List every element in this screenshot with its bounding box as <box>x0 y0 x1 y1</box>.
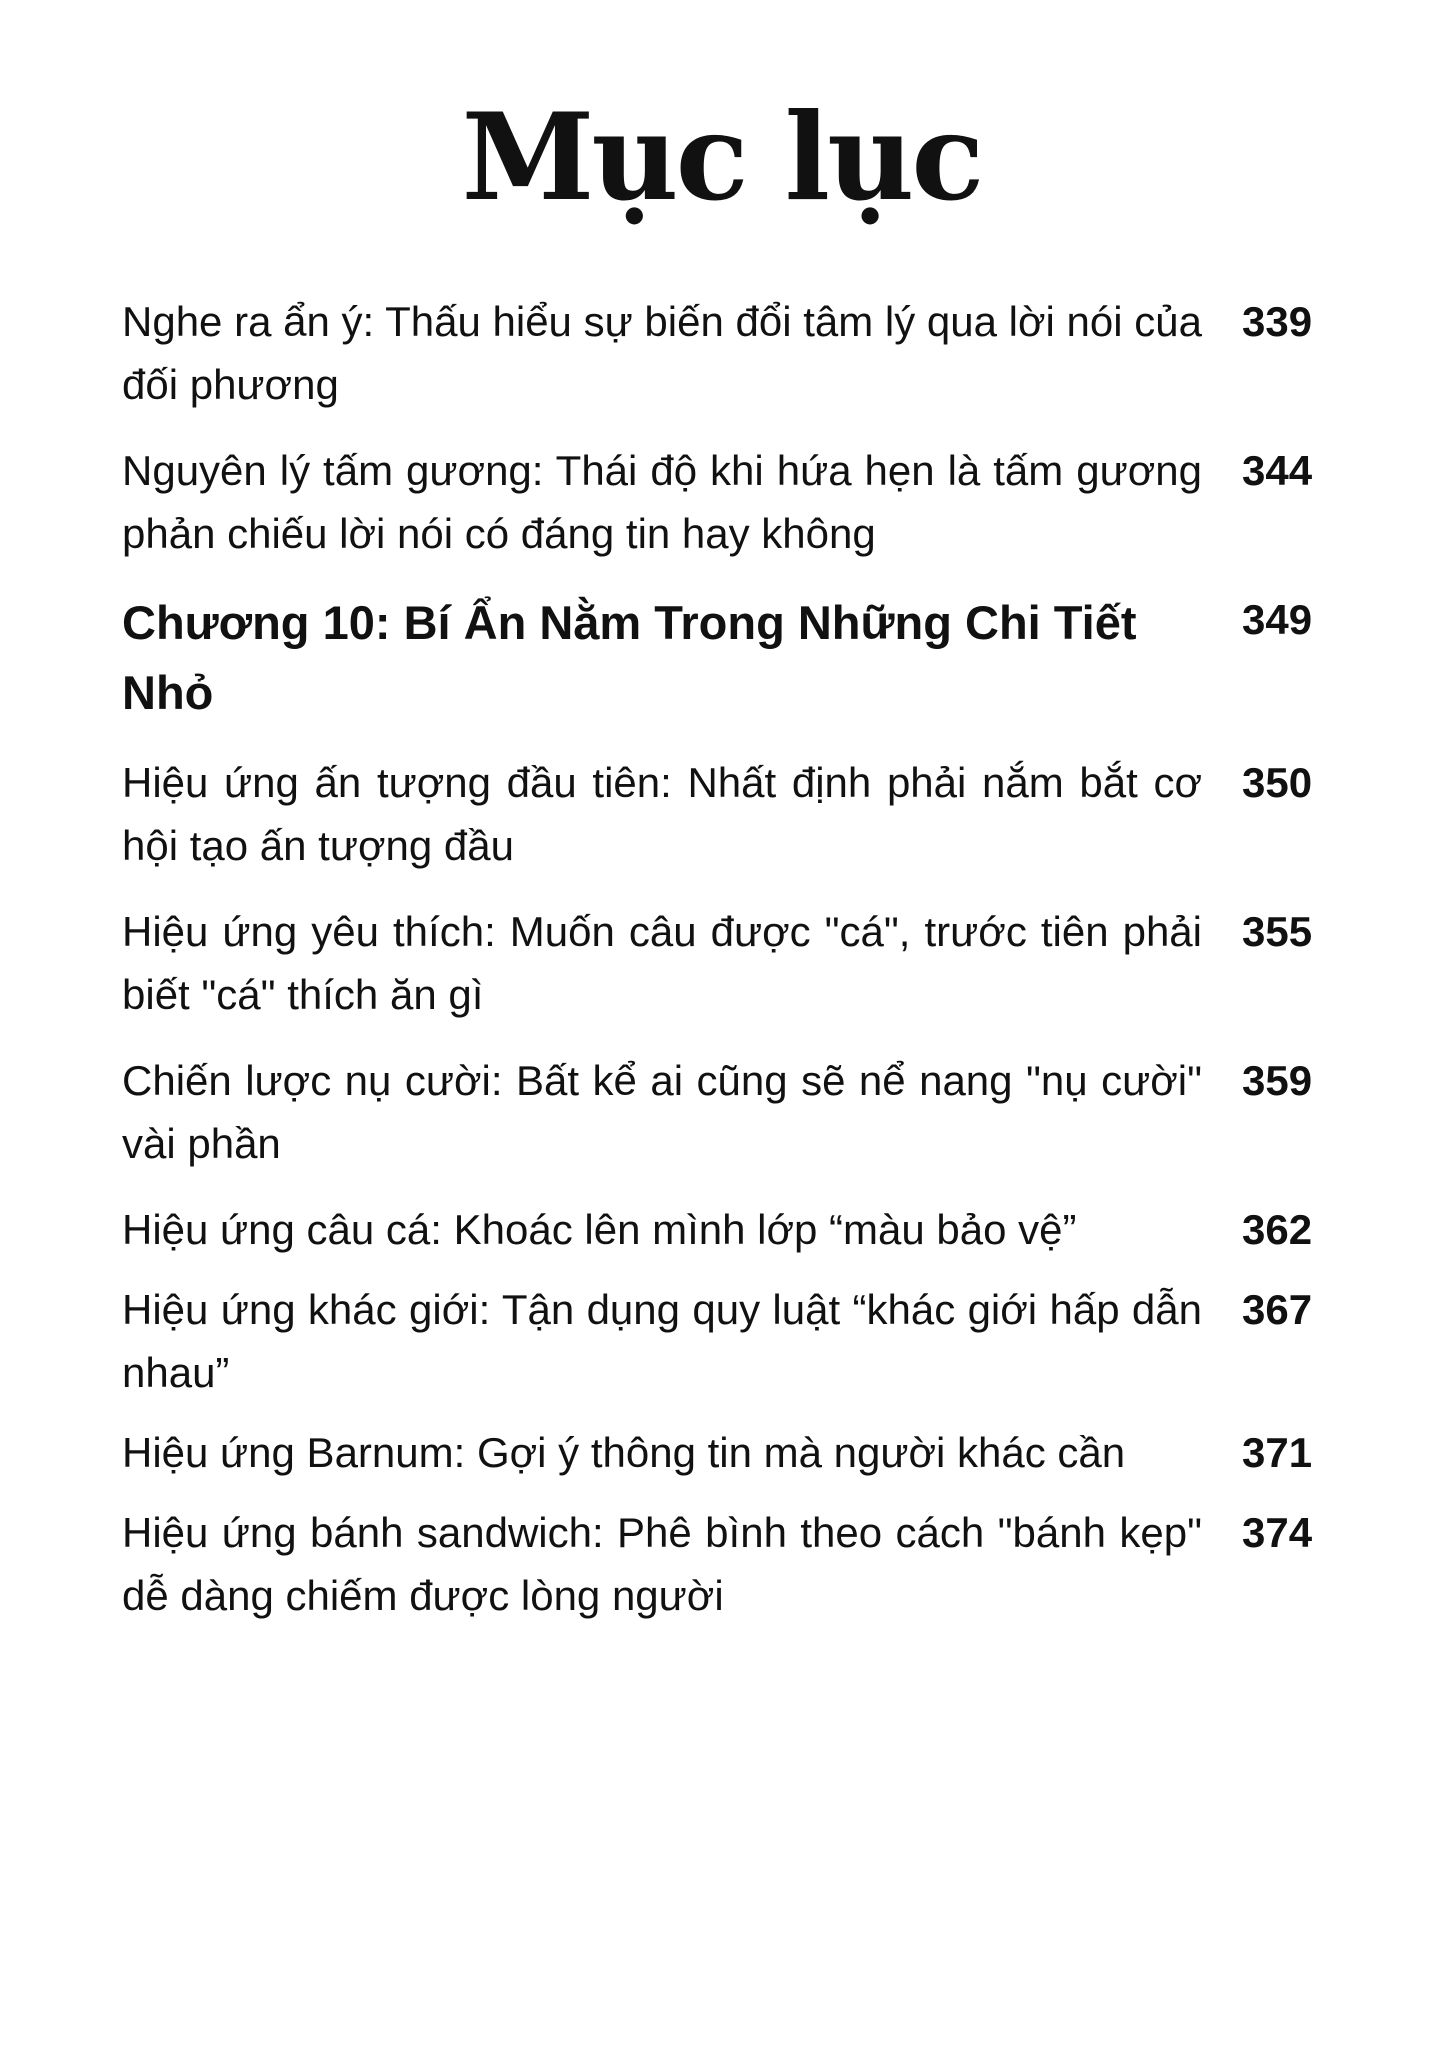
page-title: Mục lục <box>461 87 982 228</box>
toc-entry-page: 344 <box>1242 447 1313 494</box>
toc-entry-title: Hiệu ứng khác giới: Tận dụng quy luật “khác giới hấp dẫn nhau” <box>122 1286 1202 1396</box>
toc-entry-title: Hiệu ứng Barnum: Gợi ý thông tin mà người khác cần <box>122 1429 1126 1476</box>
toc-entry-title: Hiệu ứng câu cá: Khoác lên mình lớp “màu bảo vệ” <box>122 1206 1077 1253</box>
toc-entry-page: 359 <box>1242 1057 1313 1104</box>
toc-entry[interactable] <box>122 439 1352 565</box>
table-of-contents <box>122 290 1352 1627</box>
toc-entry-page: 367 <box>1242 1286 1313 1333</box>
toc-chapter-title: Chương 10: Bí Ẩn Nằm Trong Những Chi Tiết Nhỏ <box>122 596 1137 719</box>
toc-entry[interactable] <box>122 1278 1352 1404</box>
toc-chapter-heading[interactable] <box>122 588 1352 728</box>
toc-entry[interactable] <box>122 1421 1352 1484</box>
toc-entry-title: Nghe ra ẩn ý: Thấu hiểu sự biến đổi tâm lý qua lời nói của đối phương <box>122 298 1202 408</box>
toc-entry-page: 374 <box>1242 1509 1313 1556</box>
toc-entry[interactable] <box>122 290 1352 416</box>
toc-entry-title: Chiến lược nụ cười: Bất kể ai cũng sẽ nể nang "nụ cười" vài phần <box>122 1057 1202 1167</box>
toc-entry[interactable] <box>122 1049 1352 1175</box>
toc-chapter-page: 349 <box>1242 596 1313 643</box>
toc-entry-page: 339 <box>1242 298 1313 345</box>
toc-entry-title: Nguyên lý tấm gương: Thái độ khi hứa hẹn là tấm gương phản chiếu lời nói có đáng tin hay không <box>122 447 1202 557</box>
toc-entry[interactable] <box>122 751 1352 877</box>
toc-entry-title: Hiệu ứng ấn tượng đầu tiên: Nhất định phải nắm bắt cơ hội tạo ấn tượng đầu <box>122 759 1202 869</box>
toc-entry-title: Hiệu ứng bánh sandwich: Phê bình theo cách "bánh kẹp" dễ dàng chiếm được lòng người <box>122 1509 1202 1619</box>
toc-entry-page: 355 <box>1242 908 1313 955</box>
toc-entry[interactable] <box>122 1198 1352 1261</box>
toc-entry-page: 350 <box>1242 759 1313 806</box>
toc-entry[interactable] <box>122 900 1352 1026</box>
toc-entry-title: Hiệu ứng yêu thích: Muốn câu được "cá", trước tiên phải biết "cá" thích ăn gì <box>122 908 1202 1018</box>
toc-entry[interactable] <box>122 1501 1352 1627</box>
toc-entry-page: 362 <box>1242 1206 1313 1253</box>
toc-entry-page: 371 <box>1242 1429 1313 1476</box>
